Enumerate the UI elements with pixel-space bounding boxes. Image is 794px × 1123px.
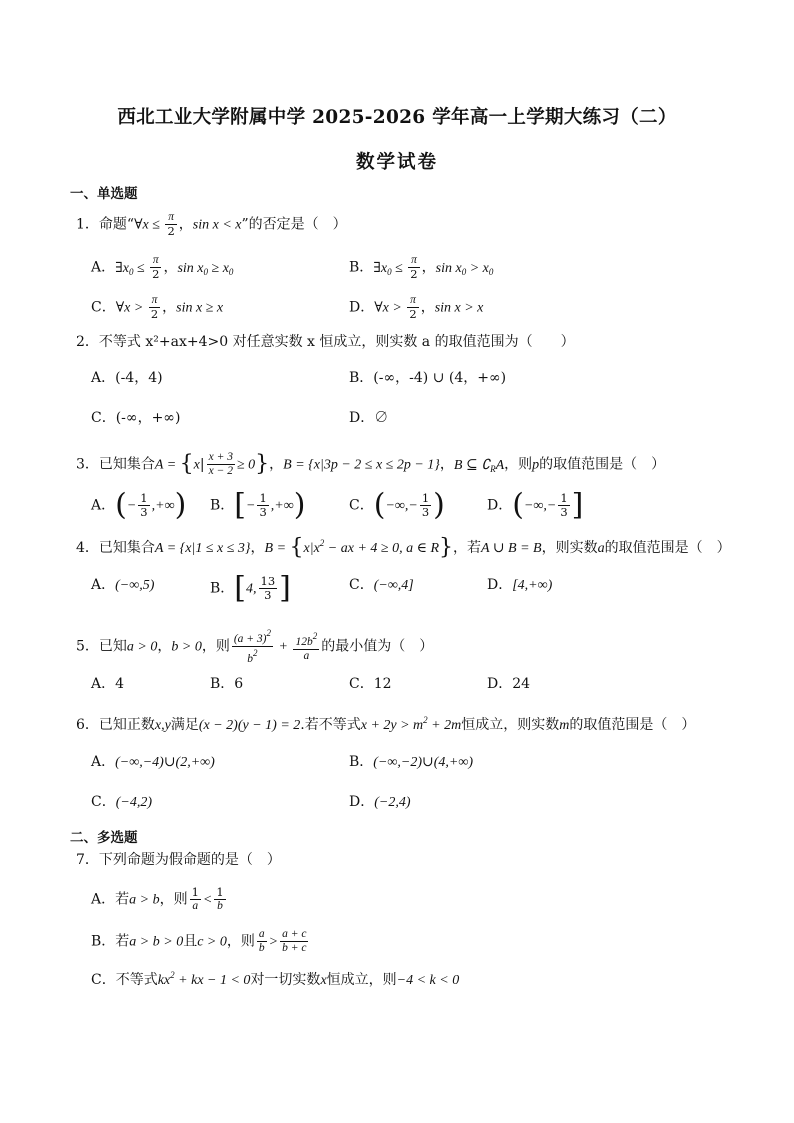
question-5: 5．已知a > 0，b > 0，则 $\frac{(a + 3)^2}{b^2}$ + $\frac{12b^2}{a}$ 的最小值为（ ）	[76, 628, 434, 665]
q1-option-b[interactable]: B．$\exists x_0$ ≤ $\frac{\pi}{2}$ ，$\sin x_0 > x_0$	[349, 254, 494, 281]
q7-option-b[interactable]: B．若a > b > 0且c > 0，则 $\frac{a}{b}$ > $\frac{a + c}{b + c}$	[91, 928, 307, 954]
question-2: 2．不等式 x²+ax+4>0 对任意实数 x 恒成立，则实数 a 的取值范围为（ ）	[76, 334, 575, 350]
q7-option-a[interactable]: A．若a > b，则 $\frac{1}{a}$ < $\frac{1}{b}$	[91, 885, 224, 912]
q4-option-d[interactable]: D．[4,+∞)	[487, 577, 553, 593]
question-1: 1．命题“∀x ≤ $\frac{\pi}{2}$ ，sin x < x”的否定是（ ）	[76, 211, 347, 238]
q2-option-b[interactable]: B．(-∞，-4) ∪ (4，+∞)	[349, 370, 507, 386]
q1-option-d[interactable]: D．∀x > $\frac{\pi}{2}$ ，sin x > x	[349, 294, 484, 321]
q2-option-a[interactable]: A．(-4，4)	[91, 370, 163, 386]
q6-option-b[interactable]: B．(−∞,−2)∪(4,+∞)	[349, 754, 473, 770]
q4-option-b[interactable]: B．[4, $\frac{13}{3}$ ]	[210, 570, 291, 606]
q3-option-b[interactable]: B．[− $\frac{1}{3}$ ,+∞)	[210, 487, 306, 523]
question-4: 4．已知集合A = {x|1 ≤ x ≤ 3}，$B = \{x|x^2$ − ax + 4 ≥ 0, a ∈ R}，若A ∪ B = B，则实数a的取值范围是（ ）	[76, 535, 731, 560]
q5-option-d[interactable]: D．24	[487, 676, 531, 692]
question-7: 7．下列命题为假命题的是（ ）	[76, 852, 281, 868]
q5-option-b[interactable]: B．6	[210, 676, 244, 692]
q1-option-c[interactable]: C．∀x > $\frac{\pi}{2}$ ，sin x ≥ x	[91, 294, 224, 321]
q3-option-a[interactable]: A．(− $\frac{1}{3}$ ,+∞)	[91, 487, 187, 523]
q4-option-a[interactable]: A．(−∞,5)	[91, 577, 155, 593]
question-6: 6．已知正数x,y满足(x − 2)(y − 1) = 2.若不等式$x + 2y > m^2 + 2m$恒成立，则实数m的取值范围是（ ）	[76, 715, 696, 733]
question-3: 3．已知集合A = {x| $\frac{x + 3}{x - 2}$ ≥ 0}，B = {x|3p − 2 ≤ x ≤ 2p − 1}，B ⊆ $∁_RA$，则p的取值范围是（ ）	[76, 451, 666, 477]
section-multi-choice: 二、多选题	[70, 830, 138, 846]
q1-option-a[interactable]: A．$\exists x_0$ ≤ $\frac{\pi}{2}$ ，$\sin x_0 \ge x_0$	[91, 254, 234, 281]
q6-option-a[interactable]: A．(−∞,−4)∪(2,+∞)	[91, 754, 215, 770]
q6-option-c[interactable]: C．(−4,2)	[91, 794, 152, 810]
q3-option-d[interactable]: D．(−∞,− $\frac{1}{3}$ ]	[487, 487, 584, 523]
q2-option-c[interactable]: C．(-∞，+∞)	[91, 410, 181, 426]
q3-option-c[interactable]: C．(−∞,− $\frac{1}{3}$ )	[349, 487, 445, 523]
q5-option-c[interactable]: C．12	[349, 676, 392, 692]
q5-option-a[interactable]: A．4	[91, 676, 125, 692]
section-single-choice: 一、单选题	[70, 186, 138, 202]
q2-option-d[interactable]: D．∅	[349, 410, 389, 426]
page-subtitle: 数学试卷	[355, 152, 438, 173]
q4-option-c[interactable]: C．(−∞,4]	[349, 577, 414, 593]
q6-option-d[interactable]: D．(−2,4)	[349, 794, 411, 810]
q7-option-c[interactable]: C．不等式$kx^2$ + kx − 1 < 0对一切实数x恒成立，则−4 < k < 0	[91, 970, 460, 988]
page-title: 西北工业大学附属中学 2025-2026 学年高一上学期大练习（二）	[117, 107, 677, 128]
